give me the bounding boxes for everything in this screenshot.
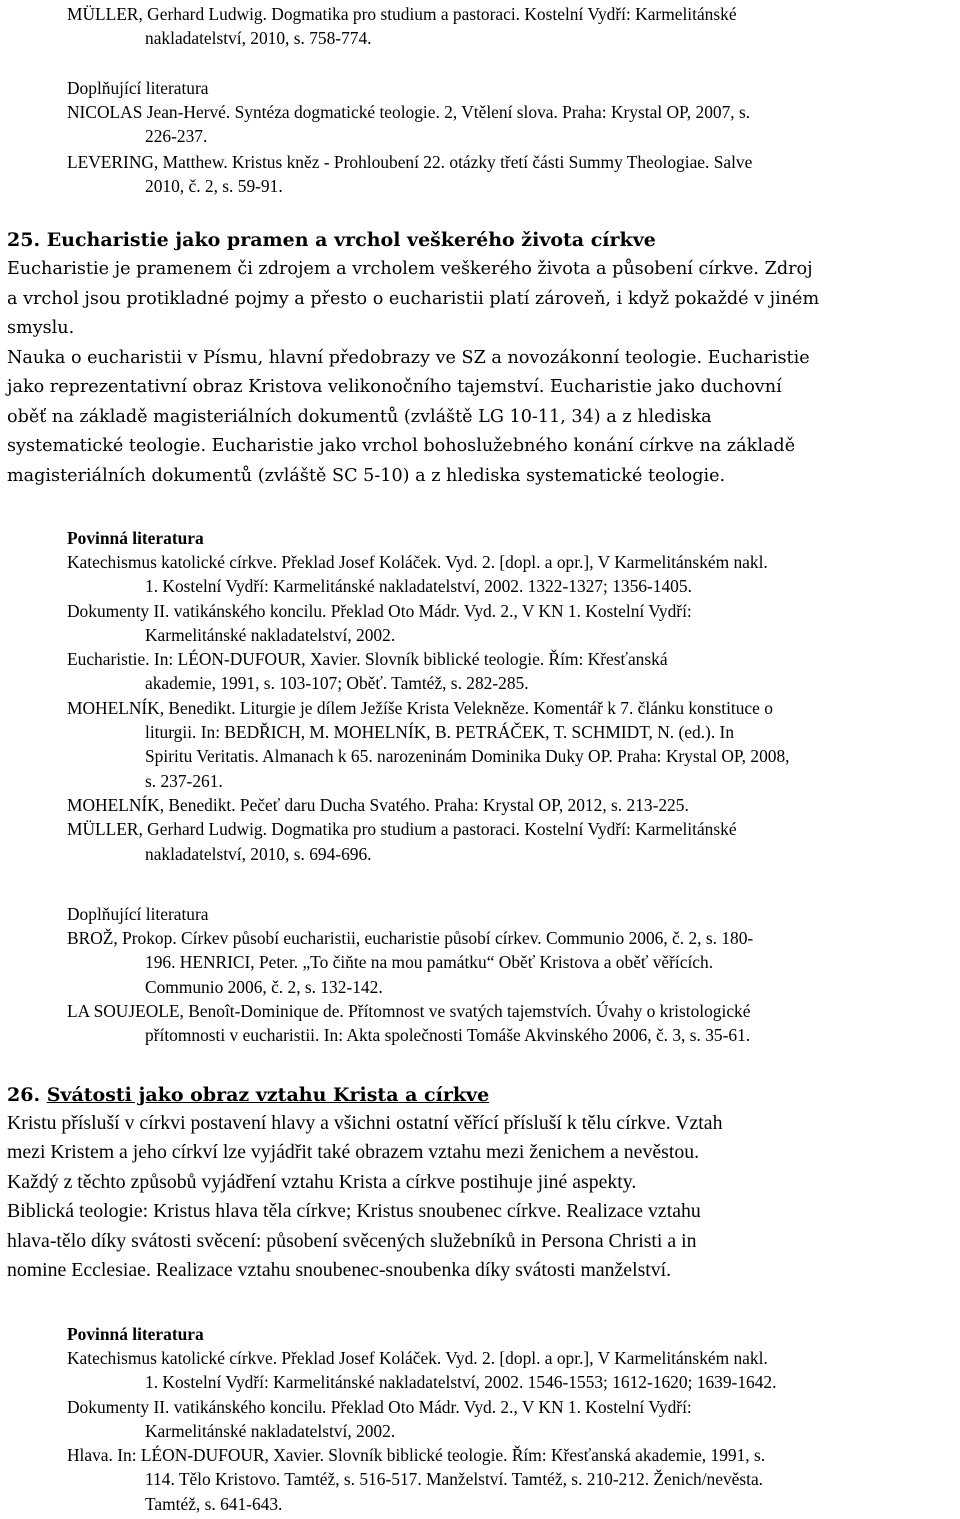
- ref-line: Katechismus katolické církve. Překlad Josef Koláček. Vyd. 2. [dopl. a opr.], V Karmelitánském nakl.: [67, 552, 768, 572]
- text-line: a vrchol jsou protikladné pojmy a přesto o eucharistii platí zároveň, i když pokaždé v jiném: [7, 288, 820, 309]
- ref-line: nakladatelství, 2010, s. 694-696.: [145, 843, 372, 864]
- ref-line: 196. HENRICI, Peter. „To čiňte na mou památku“ Oběť Kristova a oběť věřících.: [145, 952, 714, 973]
- ref-line: BROŽ, Prokop. Církev působí eucharistii, eucharistie působí církev. Communio 2006, č. 2, s. 180-: [67, 928, 754, 948]
- required-literature-list: [67, 550, 960, 866]
- ref-line: Spiritu Veritatis. Almanach k 65. narozeninám Dominika Duky OP. Praha: Krystal OP, 2008,: [145, 746, 790, 767]
- ref-line: MOHELNÍK, Benedikt. Liturgie je dílem Ježíše Krista Velekněze. Komentář k 7. článku konstituce o: [67, 697, 773, 718]
- text-line: magisteriálních dokumentů (zvláště SC 5-10) a z hlediska systematické teologie.: [7, 465, 726, 486]
- text-line: Biblická teologie: Kristus hlava těla církve; Kristus snoubenec církve. Realizace vztahu: [7, 1200, 701, 1223]
- section-number: 26.: [7, 1084, 41, 1106]
- text-line: jako reprezentativní obraz Kristova velikonočního tajemství. Eucharistie jako duchovní: [7, 377, 782, 397]
- ref-line: MÜLLER, Gerhard Ludwig. Dogmatika pro studium a pastoraci. Kostelní Vydří: Karmelitánské: [67, 4, 737, 24]
- levering-reference: [67, 150, 960, 199]
- ref-line: NICOLAS Jean-Hervé. Syntéza dogmatické teologie. 2, Vtělení slova. Praha: Krystal OP, 2007, s.: [67, 102, 751, 122]
- ref-line: Hlava. In: LÉON-DUFOUR, Xavier. Slovník biblické teologie. Řím: Křesťanská akademie, 1991, s.: [67, 1445, 766, 1466]
- ref-line: akademie, 1991, s. 103-107; Oběť. Tamtéž, s. 282-285.: [145, 673, 529, 694]
- ref-line: Dokumenty II. vatikánského koncilu. Překlad Oto Mádr. Vyd. 2., V KN 1. Kostelní Vydří:: [67, 1396, 692, 1417]
- ref-line: LEVERING, Matthew. Kristus kněz - Prohloubení 22. otázky třetí části Summy Theologiae. Salve: [67, 152, 753, 172]
- text-line: hlava-tělo díky svátosti svěcení: působení svěcených služebníků in Persona Christi a in: [7, 1229, 697, 1252]
- section-25-text: [7, 255, 960, 491]
- muller-reference: [67, 2, 960, 51]
- ref-line: Communio 2006, č. 2, s. 132-142.: [145, 976, 383, 997]
- section-title: Svátosti jako obraz vztahu Krista a církve: [46, 1084, 490, 1106]
- ref-line: Eucharistie. In: LÉON-DUFOUR, Xavier. Slovník biblické teologie. Řím: Křesťanská: [67, 649, 668, 670]
- supplementary-literature-label: Doplňující literatura: [67, 78, 209, 98]
- nicolas-reference: [67, 100, 960, 149]
- ref-line: 1. Kostelní Vydří: Karmelitánské nakladatelství, 2002. 1322-1327; 1356-1405.: [145, 576, 692, 597]
- ref-line: Karmelitánské nakladatelství, 2002.: [145, 624, 396, 645]
- ref-line: MOHELNÍK, Benedikt. Pečeť daru Ducha Svatého. Praha: Krystal OP, 2012, s. 213-225.: [67, 794, 689, 815]
- section-26-heading: [7, 1083, 489, 1108]
- text-line: nomine Ecclesiae. Realizace vztahu snoubenec-snoubenka díky svátosti manželství.: [7, 1259, 672, 1282]
- text-line: Kristu přísluší v církvi postavení hlavy a všichni ostatní věřící přísluší k tělu církve. Vztah: [7, 1112, 723, 1134]
- section-25-heading: [7, 228, 656, 253]
- ref-line: 226-237.: [145, 126, 208, 147]
- ref-line: 114. Tělo Kristovo. Tamtéž, s. 516-517. Manželství. Tamtéž, s. 210-212. Ženich/nevěsta.: [145, 1469, 764, 1490]
- text-line: mezi Kristem a jeho církví lze vyjádřit také obrazem vztahu mezi ženichem a nevěstou.: [7, 1141, 700, 1164]
- text-line: Každý z těchto způsobů vyjádření vztahu Krista a církve postihuje jiné aspekty.: [7, 1170, 637, 1193]
- required-literature-label: Povinná literatura: [67, 528, 204, 548]
- ref-line: MÜLLER, Gerhard Ludwig. Dogmatika pro studium a pastoraci. Kostelní Vydří: Karmelitánské: [67, 819, 737, 840]
- supplementary-literature-list: [67, 926, 960, 1047]
- section-title: Eucharistie jako pramen a vrchol veškerého života církve: [46, 229, 656, 251]
- ref-line: přítomnosti v eucharistii. In: Akta společnosti Tomáše Akvinského 2006, č. 3, s. 35-61.: [145, 1025, 751, 1046]
- ref-line: 2010, č. 2, s. 59-91.: [145, 176, 283, 197]
- ref-line: Karmelitánské nakladatelství, 2002.: [145, 1420, 396, 1441]
- ref-line: s. 237-261.: [145, 770, 223, 791]
- supplementary-literature-label: Doplňující literatura: [67, 904, 209, 924]
- text-line: smyslu.: [7, 318, 75, 338]
- ref-line: 1. Kostelní Vydří: Karmelitánské nakladatelství, 2002. 1546-1553; 1612-1620; 1639-1642.: [145, 1372, 777, 1393]
- ref-line: LA SOUJEOLE, Benoît-Dominique de. Přítomnost ve svatých tajemstvích. Úvahy o kristologické: [67, 1000, 751, 1021]
- ref-line: nakladatelství, 2010, s. 758-774.: [145, 28, 372, 49]
- section-26-text: [7, 1109, 960, 1285]
- text-line: systematické teologie. Eucharistie jako vrchol bohoslužebného konání církve na základě: [7, 436, 796, 456]
- text-line: Nauka o eucharistii v Písmu, hlavní předobrazy ve SZ a novozákonní teologie. Eucharistie: [7, 347, 810, 368]
- required-literature-label: Povinná literatura: [67, 1324, 204, 1344]
- ref-line: Dokumenty II. vatikánského koncilu. Překlad Oto Mádr. Vyd. 2., V KN 1. Kostelní Vydří:: [67, 600, 692, 621]
- required-literature-list: [67, 1346, 960, 1516]
- ref-line: liturgii. In: BEDŘICH, M. MOHELNÍK, B. PETRÁČEK, T. SCHMIDT, N. (ed.). In: [145, 722, 735, 743]
- text-line: oběť na základě magisteriálních dokumentů (zvláště LG 10-11, 34) a z hlediska: [7, 406, 712, 427]
- section-number: 25.: [7, 229, 41, 251]
- ref-line: Tamtéž, s. 641-643.: [145, 1493, 283, 1514]
- text-line: Eucharistie je pramenem či zdrojem a vrcholem veškerého života a působení církve. Zdroj: [7, 259, 813, 279]
- ref-line: Katechismus katolické církve. Překlad Josef Koláček. Vyd. 2. [dopl. a opr.], V Karmelitánském nakl.: [67, 1348, 768, 1368]
